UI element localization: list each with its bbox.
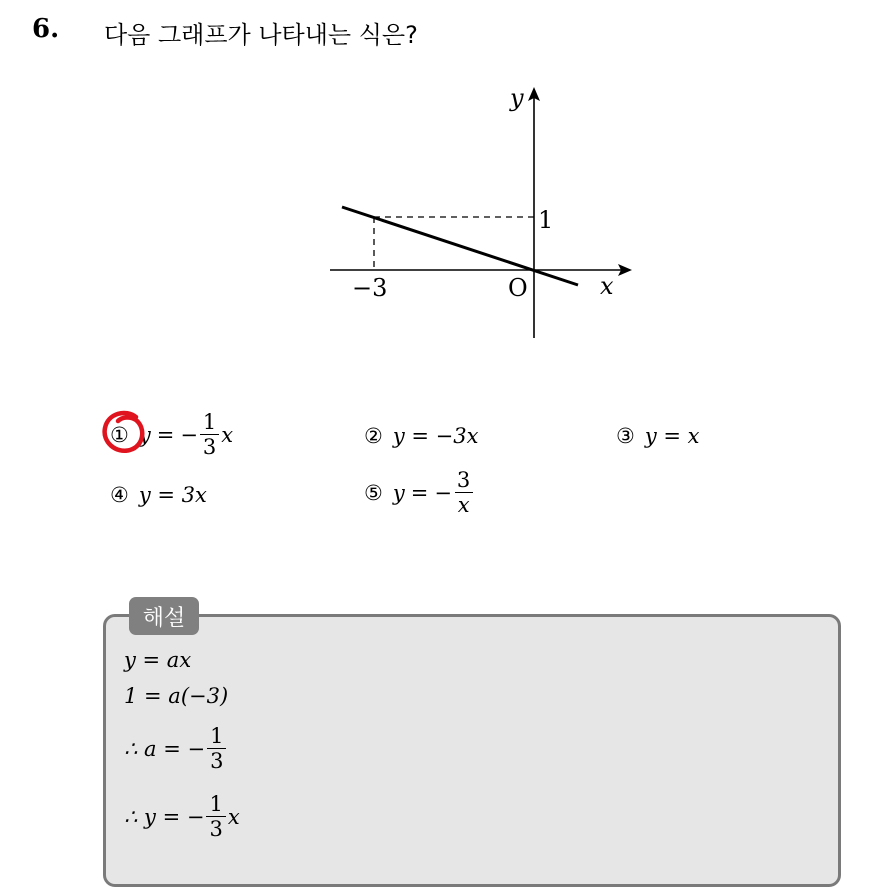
choice-2-expr: y = −3x bbox=[392, 424, 479, 448]
y-axis-label: y bbox=[510, 84, 524, 112]
choice-5[interactable]: ⑤ y = − $\frac{3}{x}$ bbox=[364, 468, 475, 517]
choice-1-number: ① bbox=[110, 422, 129, 447]
choice-2-number: ② bbox=[364, 424, 383, 448]
tick-y-label: 1 bbox=[538, 206, 554, 234]
choice-3-expr: y = x bbox=[644, 424, 700, 448]
question-text: 다음 그래프가 나타내는 식은? bbox=[104, 21, 418, 49]
answer-mark-icon bbox=[100, 408, 150, 458]
solution-tag: 해설 bbox=[129, 597, 199, 635]
choice-4[interactable] bbox=[110, 483, 207, 507]
x-axis-label: x bbox=[600, 272, 614, 300]
solution-line-3: ∴ a = − $\frac{1}{3}$ bbox=[124, 724, 228, 773]
choice-2[interactable] bbox=[364, 424, 478, 448]
choice-4-expr: y = 3x bbox=[138, 483, 207, 507]
choice-1-fraction: $\frac{1}{3}$ bbox=[200, 410, 219, 459]
solution-line-4-fraction: $\frac{1}{3}$ bbox=[206, 792, 225, 841]
tick-x-label: −3 bbox=[352, 274, 388, 302]
line-graph bbox=[320, 80, 640, 345]
origin-label: O bbox=[508, 274, 528, 302]
solution-line-1: y = ax bbox=[124, 648, 192, 672]
solution-line-3-fraction: $\frac{1}{3}$ bbox=[207, 724, 226, 773]
choice-1[interactable]: ① y = − $\frac{1}{3}$ x bbox=[110, 410, 234, 459]
choice-5-number: ⑤ bbox=[364, 480, 383, 505]
solution-line-2: 1 = a(−3) bbox=[124, 684, 229, 708]
choice-3[interactable] bbox=[616, 424, 699, 448]
choice-4-number: ④ bbox=[110, 483, 129, 507]
choice-5-fraction: $\frac{3}{x}$ bbox=[454, 468, 473, 517]
solution-line-4: ∴ y = − $\frac{1}{3}$ x bbox=[124, 792, 240, 841]
choice-3-number: ③ bbox=[616, 424, 635, 448]
question-number: 6. bbox=[32, 14, 60, 44]
